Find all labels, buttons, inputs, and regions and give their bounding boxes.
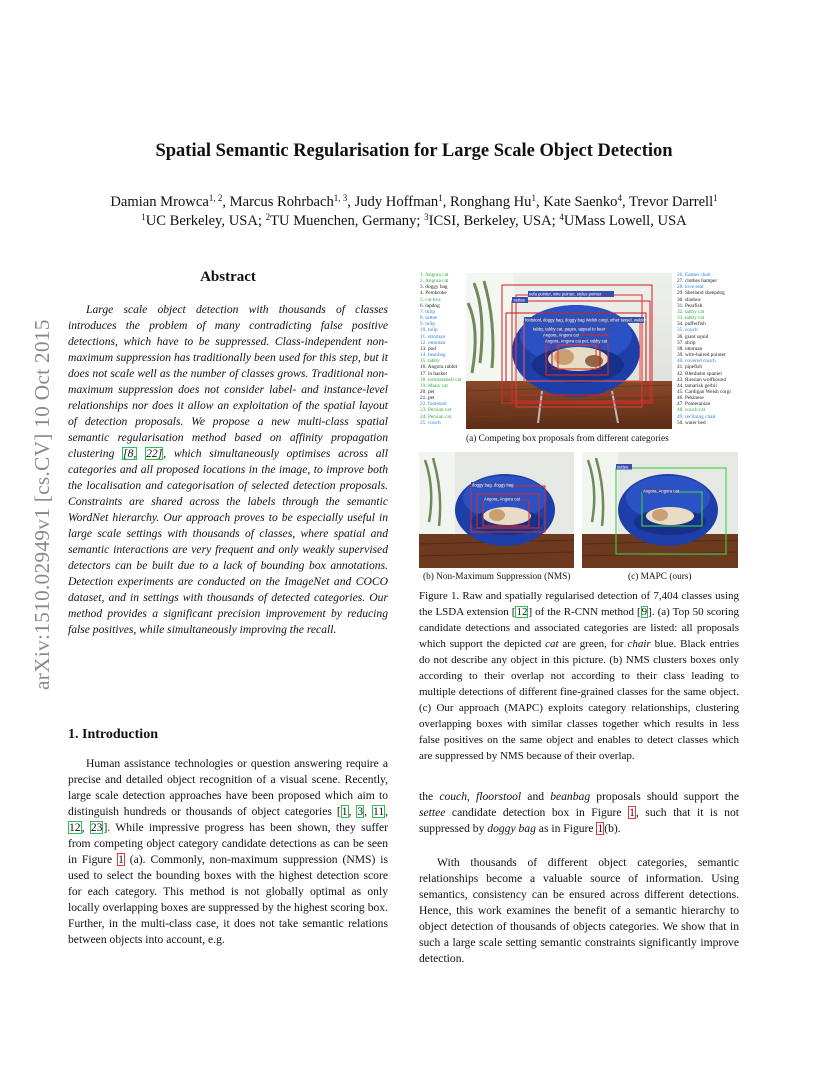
caption-text: ]. (a) Top 50 scoring candidate detections and associated categories are listed: all proposals which support the depicted (419, 606, 739, 650)
figure-1b-photo (419, 452, 574, 568)
citation-link[interactable]: 22] (146, 447, 163, 460)
author-block (50, 193, 778, 231)
body-text: ]. While impressive progress has been shown, they suffer from competing object category candidate detections as can be seen in Figure (68, 821, 388, 866)
body-text: couch (439, 790, 467, 803)
candidate-entry: 38. ottoman (677, 345, 703, 352)
candidate-list-left (420, 272, 461, 426)
body-text: (b). (604, 822, 621, 835)
candidate-entry: 22. footstool (420, 401, 447, 408)
candidate-entry: 16. Angora rabbit (420, 364, 458, 371)
author-sup: 1 (713, 193, 718, 203)
body-text: candidate detection box in Figure (445, 806, 629, 819)
sep: , (364, 805, 372, 818)
box-label: tabby, tabby cat, pages, appeal to bear (533, 326, 606, 332)
right-column-body (419, 789, 739, 967)
body-text: and (521, 790, 551, 803)
body-text: proposals should support the (590, 790, 739, 803)
figure-1a-image (466, 273, 672, 429)
candidate-entry: 7. tulip (420, 308, 436, 315)
author-names: Damian Mrowca$^{1, 2}$, Marcus Rohrbach$^{1, 3}$, Judy Hoffman$^1$, Ronghang Hu$^1$, Kate Saenko$^4$, Trevor Darrell$^1$ (110, 193, 718, 210)
box-label: Angora, Angora cat (543, 332, 579, 338)
citation-link[interactable]: 3 (357, 805, 364, 818)
candidate-entry: 39. wire-haired pointer (677, 352, 726, 359)
aff-sup: 4 (559, 212, 564, 222)
candidate-entry: 3. doggy bag (420, 284, 448, 291)
box-label: Angora, Angora cat (484, 496, 520, 502)
citation-link[interactable]: 11 (372, 805, 385, 818)
section-heading-introduction: 1. Introduction (68, 727, 158, 742)
candidate-entry: 17. in basket (420, 370, 447, 377)
subcaption-b: (b) Non-Maximum Suppression (NMS) (423, 572, 571, 582)
paper-title: Spatial Semantic Regularisation for Large Scale Object Detection (155, 141, 673, 161)
abstract-body (68, 302, 388, 638)
body-text: (a). Commonly, non-maximum suppression (NMS) is used to select the bounding boxes with the highest detection score for each category. This method is not globally optimal as only locally overlapping boxes are suppressed by the highest scoring box. Further, in the multi-class case, it does not take semantic relations between objects into account, e.g. (68, 853, 388, 946)
author-name: Marcus Rohrbach (229, 194, 334, 210)
abstract-text: , which simultaneously optimises across all categories and all proposed locations in the image, to improve both the localisation and categorisation of selected detection proposals. Constraints are shared across the labels through the semantic WordNet hierarchy. Our approach proves to be especially useful in large scale settings with thousands of classes, where spatial and semantic interactions are very frequent and only weakly supervised detectors can be built due to a lack of bounding box annotations. Detection experiments are conducted on the ImageNet and COCO dataset, and in settings with thousands of detected categories. Our method provides a significant precision improvement by reducing false positives, while simultaneously improving the recall. (68, 447, 388, 636)
candidate-entry: 20. pet (420, 388, 435, 395)
aff-sup: 3 (424, 212, 429, 222)
candidate-entry: 14. beanbag (420, 352, 446, 359)
candidate-entry: 34. pufferfish (677, 321, 706, 328)
candidate-entry: 46. Pekinese (677, 395, 704, 402)
candidate-entry: 30. shadow (677, 296, 702, 303)
subcaption-c: (c) MAPC (ours) (628, 572, 692, 582)
caption-text: Figure 1. Raw and spatially regularised detection of 7,404 classes using the LSDA extension [ (419, 590, 739, 618)
subcaption-a: (a) Competing box proposals from different categories (466, 434, 669, 444)
abstract-text: Large scale object detection with thousands of classes introduces the problem of many contradicting false positive detections, which have to be suppressed. Class-independent non-maximum suppression has traditionally been used for this step, but it does not scale well as the number of classes grows. Traditional non-maximum suppression does not consider label- and instance-level relationships nor does it allow an exploitation of the spatial layout of detection proposals. We propose a new multi-class spatial semantic regularisation method based on affinity propagation clustering (68, 303, 388, 460)
author-sup: 1 (438, 193, 443, 203)
candidate-entry: 28. love seat (677, 284, 704, 291)
candidate-entry: 1. Angora cat (420, 272, 449, 278)
paragraph: With thousands of different object categories, semantic relationships become a valuable source of information. Using semantics, consistency can be ensured across different detections. Hence, this work examines the benefit of a semantic hierarchy to object detection of thousands of objects categories. We show that in such a large scale setting semantic constraints significantly improve detection. (419, 856, 739, 965)
sep: , (348, 805, 357, 818)
candidate-entry: 50. water bed (677, 419, 706, 426)
abstract-heading: Abstract (200, 269, 256, 285)
candidate-entry: 24. Persian cat (420, 413, 452, 420)
figure-link[interactable]: 1 (629, 806, 635, 819)
caption-text: are green, for (558, 638, 628, 650)
figure-1c-photo (582, 452, 738, 568)
citation-link[interactable]: 12 (69, 821, 81, 834)
caption-text: ] of the R-CNN method [ (528, 606, 641, 618)
author-name: Trevor Darrell (629, 194, 714, 210)
caption-text: blue. Black entries do not describe any object in this picture. (b) NMS clusters boxes only according to their overlap not according to their class leading to multiple detections of different fine-grained classes for the same object. (c) Our approach (MAPC) exploits category relationships, clustering overlapping boxes with similar classes together which results in less false positives on the same object and enables to detect classes which are suppressed by NMS because of their overlap. (419, 638, 739, 762)
figure-link[interactable]: 1 (597, 822, 604, 835)
author-name: Judy Hoffman (354, 194, 439, 210)
author-sup: 1, 3 (333, 193, 348, 203)
introduction-body (68, 756, 388, 948)
candidate-entry: 19. Manx cat (420, 382, 448, 389)
citation-link[interactable]: [8, (123, 447, 137, 460)
candidate-entry: 4. Pembroke (420, 290, 447, 297)
author-name: Kate Saenko (543, 194, 618, 210)
body-text: beanbag (550, 790, 591, 803)
candidate-entry: 2. Angora cat (420, 278, 449, 285)
affiliations (50, 212, 778, 231)
candidate-entry: 12. ottoman (420, 339, 446, 346)
sep: , (81, 821, 90, 834)
candidate-entry: 15. tabby (420, 358, 440, 365)
affiliation: ICSI, Berkeley, USA; (428, 213, 560, 229)
box-label: doggy bag, doggy bag (472, 482, 514, 488)
candidate-entry: 45. Cardigan Welsh corgi (677, 388, 731, 395)
arxiv-stamp-text: arXiv:1510.02949v1 [cs.CV] 10 Oct 2015 (30, 319, 54, 690)
candidate-entry: 10. tulip (420, 327, 438, 334)
caption-text: cat (545, 638, 559, 650)
body-text: , (467, 790, 477, 803)
candidate-entry: 11. ottoman (420, 333, 446, 340)
candidate-entry: 41. pipefish (677, 364, 703, 371)
candidate-list-right (677, 272, 731, 426)
candidate-entry: 5. cat box (420, 296, 441, 303)
body-text: as in Figure (535, 822, 597, 835)
box-label: sofa pointer, wire pointer, stylus pointer (529, 291, 602, 297)
box-label: Angora, Angora cat (643, 488, 679, 494)
candidate-entry: 6. lapdog (420, 302, 440, 309)
figure-1-caption (419, 588, 739, 764)
citation-link[interactable]: 1 (341, 805, 348, 818)
author-name: Damian Mrowca (110, 194, 209, 210)
candidate-entry: 29. Shetland sheepdog (677, 290, 725, 297)
affiliation: UC Berkeley, USA; (145, 213, 266, 229)
sep: , (385, 805, 389, 818)
candidate-entry: 35. couch (677, 327, 698, 334)
body-text: doggy bag (487, 822, 536, 835)
figure-link[interactable]: 1 (118, 853, 124, 866)
candidate-entry: 40. covered couch (677, 358, 716, 365)
citation-link[interactable]: 23 (90, 821, 103, 834)
candidate-entry: 23. Persian cat (420, 407, 452, 414)
aff-sup: 2 (265, 212, 271, 222)
body-text: Human assistance technologies or question answering require a precise and detailed object recognition of a visual scene. Recently, large scale detection approaches have been proposed which aim to distinguish hundreds or thousands of object categories [ (68, 757, 388, 818)
candidate-entry: 21. pet (420, 395, 435, 402)
author-name: Ronghang Hu (450, 194, 532, 210)
body-text: the (419, 790, 440, 803)
box-label: settee (617, 464, 629, 470)
citation-link[interactable]: 12 (516, 606, 528, 618)
aff-sup: 1 (141, 212, 146, 222)
candidate-entry: 32. tabby cat (677, 308, 705, 315)
candidate-entry: 13. pod (420, 345, 436, 352)
figure-1c-image (582, 452, 738, 568)
candidate-entry: 26. Eames chair (677, 272, 711, 278)
figure-1b-image (419, 452, 574, 568)
candidate-entry: 42. Blenheim spaniel (677, 370, 722, 377)
body-text: , such that it is not suppressed by (419, 806, 739, 835)
candidate-entry: 31. Pearfish (677, 302, 703, 309)
box-label: footstool, doggy bag, doggy bag Welsh corgi, other tassel, walder (525, 317, 647, 323)
box-label: settee (513, 297, 525, 303)
candidate-entry: 25. couch (420, 419, 441, 426)
author-sup: 4 (617, 193, 622, 203)
paragraph (419, 789, 739, 837)
candidate-entry: 48. couch cat (677, 407, 706, 414)
body-text: settee (419, 806, 446, 819)
candidate-entry: 44. tamarisk gerbil (677, 382, 717, 389)
author-sup: 1, 2 (208, 193, 223, 203)
candidate-entry: 47. Pomeranian (677, 401, 711, 408)
candidate-entry: 49. reclining chair (677, 413, 716, 420)
affiliation: UMass Lowell, USA (563, 213, 687, 229)
candidate-entry: 18. tortoiseshell cat (420, 376, 462, 383)
citation-link[interactable]: 9 (641, 606, 648, 618)
caption-text: chair (627, 638, 651, 650)
box-label: Angora, Angora cat pet, tabby cat (545, 338, 608, 344)
arxiv-stamp (0, 0, 54, 1072)
candidate-entry: 8. settee (420, 315, 438, 322)
candidate-entry: 37. shrip (677, 339, 696, 346)
candidate-entry: 9. tulip (420, 321, 436, 328)
author-sup: 1 (531, 193, 536, 203)
candidate-entry: 43. Russian wolfhound (677, 376, 726, 383)
candidate-entry: 36. giant squid (677, 333, 709, 340)
candidate-entry: 27. clothes hamper (677, 278, 718, 285)
affiliation: TU Muenchen, Germany; (270, 213, 425, 229)
body-text: floorstool (476, 790, 522, 803)
candidate-entry: 33. tabby cat (677, 315, 705, 322)
figure-1a-boxes (466, 273, 672, 429)
